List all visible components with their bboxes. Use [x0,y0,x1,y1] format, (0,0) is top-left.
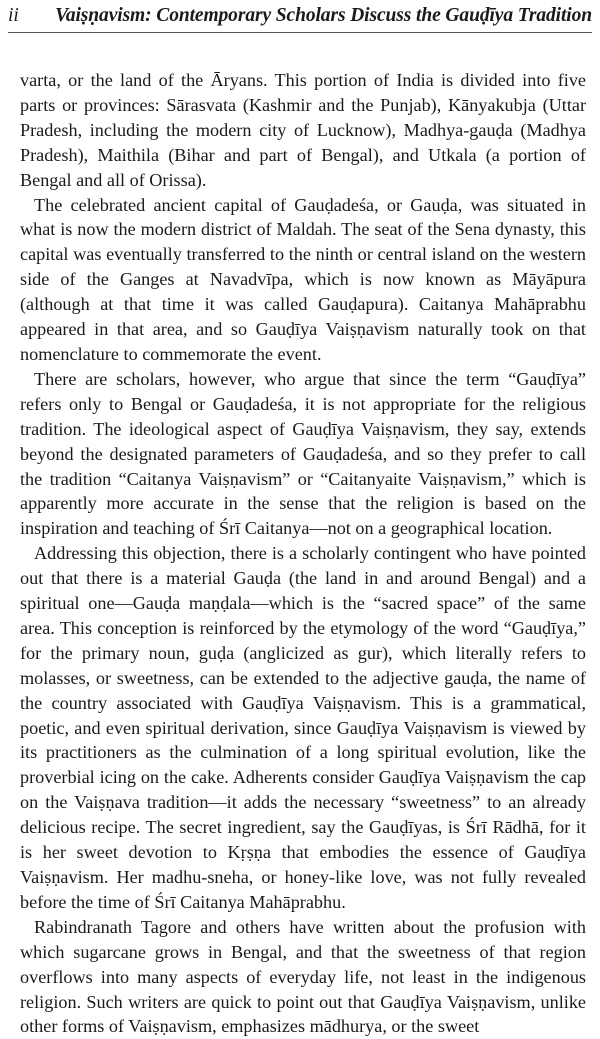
paragraph-continued: varta, or the land of the Āryans. This portion of India is divided into five parts or provinces: Sārasvata (Kashmir and the Punjab), Kānyakubja (Uttar Pradesh, including the modern city of Lucknow), Madhya-gauḍa (Madhya Pradesh), Maithila (Bihar and part of Bengal), and Utkala (a portion of Bengal and all of Orissa). [20,70,586,190]
running-head [8,2,592,30]
page-number: ii [8,5,19,26]
header-rule [8,32,592,33]
running-title: Vaiṣṇavism: Contemporary Scholars Discuss the Gauḍīya Tradition [55,5,592,26]
body-text [20,68,586,1039]
paragraph: There are scholars, however, who argue that since the term “Gauḍīya” refers only to Bengal or Gauḍadeśa, it is not appropriate for the religious tradition. The ideological aspect of Gauḍīya Vaiṣṇavism, they say, extends beyond the designated parameters of Gauḍadeśa, and so they prefer to call the tradition “Caitanya Vaiṣṇavism” or “Caitanyaite Vaiṣṇavism,” which is apparently more accurate in the sense that the religion is based on the inspiration and teaching of Śrī Caitanya—not on a geographical location. [20,368,586,539]
paragraph: Addressing this objection, there is a scholarly contingent who have pointed out that there is a material Gauḍa (the land in and around Bengal) and a spiritual one—Gauḍa maṇḍala—which is the “sacred space” of the same area. This conception is reinforced by the etymology of the word “Gauḍīya,” for the primary noun, guḍa (anglicized as gur), which literally refers to molasses, or sweetness, can be extended to the adjective gauḍa, the name of the country associated with Gauḍīya Vaiṣṇavism. This is a grammatical, poetic, and even spiritual derivation, since Gauḍīya Vaiṣṇavism is viewed by its practitioners as the culmination of a long spiritual evolution, like the proverbial icing on the cake. Adherents consider Gauḍīya Vaiṣṇavism the cap on the Vaiṣṇava tradition—it adds the necessary “sweetness” to an already delicious recipe. The secret ingredient, say the Gauḍīyas, is Śrī Rādhā, for it is her sweet devotion to Kṛṣṇa that embodies the essence of Gauḍīya Vaiṣṇavism. Her madhu-sneha, or honey-like love, was not fully revealed before the time of Śrī Caitanya Mahāprabhu. [20,543,586,912]
paragraph: The celebrated ancient capital of Gauḍadeśa, or Gauḍa, was situated in what is now the modern district of Maldah. The seat of the Sena dynasty, this capital was eventually transferred to the ninth or central island on the western side of the Ganges at Navadvīpa, which is now known as Māyāpura (although at that time it was called Gauḍapura). Caitanya Mahāprabhu appeared in that area, and so Gauḍīya Vaiṣṇavism naturally took on that nomenclature to commemorate the event. [20,194,586,364]
paragraph: Rabindranath Tagore and others have written about the profusion with which sugarcane grows in Bengal, and that the sweetness of that region overflows into many aspects of everyday life, not least in the indigenous religion. Such writers are quick to point out that Gauḍīya Vaiṣṇavism, unlike other forms of Vaiṣṇavism, emphasizes mādhurya, or the sweet [20,916,586,1037]
